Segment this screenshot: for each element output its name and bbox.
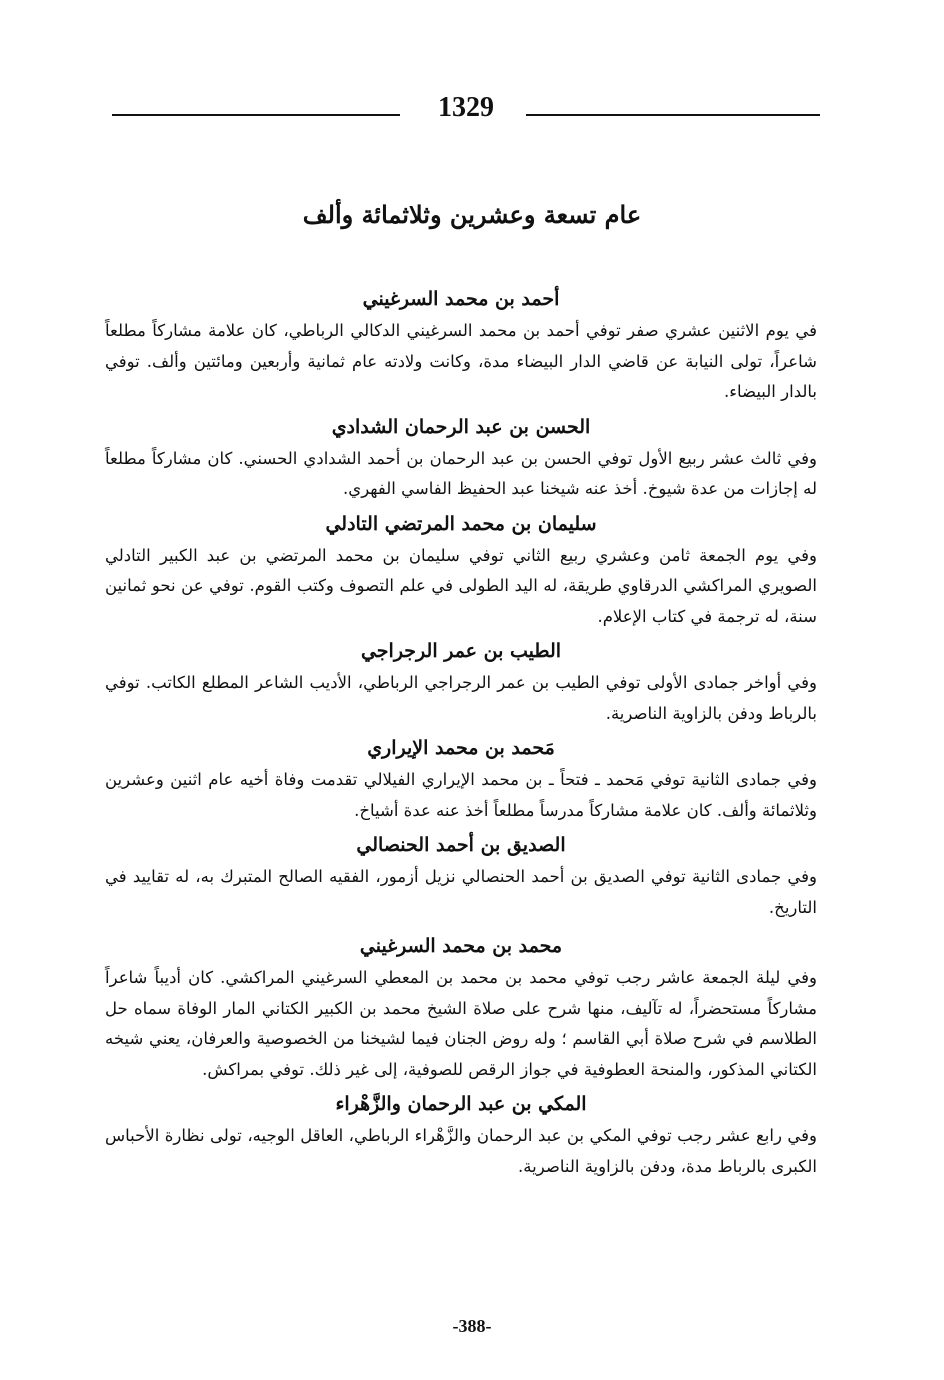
entry-name: الصديق بن أحمد الحنصالي [356, 834, 566, 856]
entry-name: سليمان بن محمد المرتضي التادلي [325, 512, 597, 535]
page-number: -388- [452, 1316, 492, 1336]
entry-text: وفي جمادى الثانية توفي الصديق بن أحمد الحنصالي نزيل أزمور، الفقيه الصالح المتبرك به، له تقاييد في التاريخ. [105, 867, 817, 917]
entry-text: وفي أواخر جمادى الأولى توفي الطيب بن عمر الرجراجي الرباطي، الأديب الشاعر المطلع الكاتب. توفي بالرباط ودفن بالزاوية الناصرية. [105, 673, 817, 723]
entry-name: محمد بن محمد السرغيني [359, 935, 563, 957]
entry-name: أحمد بن محمد السرغيني [362, 288, 560, 310]
year-heading: 1329 [438, 92, 494, 123]
page-header [112, 92, 820, 132]
header-rule-right [526, 114, 820, 116]
entry-text: في يوم الاثنين عشري صفر توفي أحمد بن محمد السرغيني الدكالي الرباطي، كان علامة مشاركاً مطلعاً شاعراً، تولى النيابة عن قاضي الدار البيضاء مدة، وكانت ولادته عام ثمانية وأربعين ومائتين وألف. توفي بالدار البيضاء. [105, 321, 817, 401]
entries-list [105, 282, 817, 1184]
entry-text: وفي يوم الجمعة ثامن وعشري ربيع الثاني توفي سليمان بن محمد المرتضي بن عبد الكبير التادلي الصويري المراكشي الدرقاوي طريقة، له اليد الطولى في علم التصوف وكتب القوم. توفي عن نحو ثمانين سنة، له ترجمة في كتاب الإعلام. [105, 545, 817, 626]
entry-name: الحسن بن عبد الرحمان الشدادي [331, 415, 591, 438]
page-title: عام تسعة وعشرين وثلاثمائة وألف [302, 200, 642, 229]
entry-name: مَحمد بن محمد الإيراري [367, 737, 555, 759]
entry-text: وفي ليلة الجمعة عاشر رجب توفي محمد بن محمد بن المعطي السرغيني المراكشي. كان أديباً شاعراً مشاركاً مستحضراً، له تآليف، منها شرح على صلاة الشيخ محمد بن الكبير الكتاني المار الوفاة سماه حل الطلاسم في شرح صلاة أبي القاسم ؛ وله روض الجنان فيما لشيخنا من الخصوصية والعرفان، يعني شيخه الكتاني المذكور، والمنحة العطوفية في جواز الرقص للصوفية، إلى غير ذلك. توفي بمراكش. [105, 968, 817, 1079]
entry-text: وفي جمادى الثانية توفي مَحمد ـ فتحاً ـ بن محمد الإيراري الفيلالي تقدمت وفاة أخيه عام اثنين وعشرين وثلاثمائة وألف. كان علامة مشاركاً مدرساً مطلعاً أخذ عنه عدة أشياخ. [105, 770, 817, 820]
entry-text: وفي رابع عشر رجب توفي المكي بن عبد الرحمان والزَّهْراء الرباطي، العاقل الوجيه، تولى نظارة الأحباس الكبرى بالرباط مدة، ودفن بالزاوية الناصرية. [105, 1126, 817, 1176]
entry-name: المكي بن عبد الرحمان والزَّهْراء [335, 1093, 587, 1115]
entry-name: الطيب بن عمر الرجراجي [360, 640, 562, 662]
entry-text: وفي ثالث عشر ربيع الأول توفي الحسن بن عبد الرحمان بن أحمد الشدادي الحسني. كان مشاركاً مطلعاً له إجازات من عدة شيوخ. أخذ عنه شيخنا عبد الحفيظ الفاسي الفهري. [105, 448, 817, 498]
